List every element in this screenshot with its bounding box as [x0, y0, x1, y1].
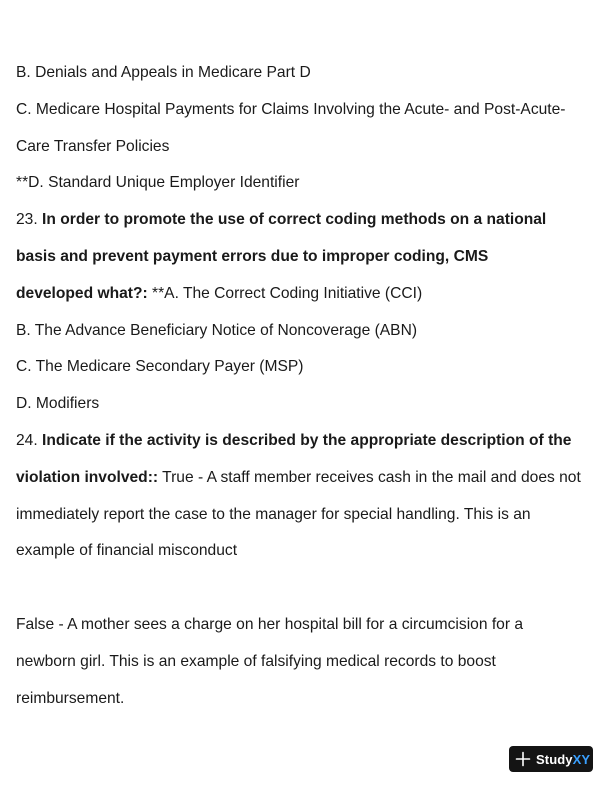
question-23-answer: **A. The Correct Coding Initiative (CCI)	[152, 284, 423, 302]
option-c-line: C. Medicare Hospital Payments for Claims Involving the Acute- and Post-Acute-	[16, 100, 566, 118]
false-statement-line-1: False - A mother sees a charge on her hospital bill for a circumcision for a	[16, 615, 524, 633]
option-d-answer-line: **D. Standard Unique Employer Identifier	[16, 174, 300, 192]
question-23-line-3	[16, 276, 598, 313]
brand-name	[536, 752, 590, 767]
question-24-number: 24.	[16, 431, 38, 449]
question-23-text-end: developed what?:	[16, 284, 148, 302]
blank-line	[16, 570, 598, 607]
studyxy-logo-badge[interactable]	[509, 746, 593, 772]
question-23-line-1	[16, 202, 598, 239]
false-statement-line-3: reimbursement.	[16, 689, 125, 707]
plus-icon	[515, 751, 531, 767]
option-b-line: B. Denials and Appeals in Medicare Part D	[16, 64, 311, 81]
question-23-option-d: D. Modifiers	[16, 395, 100, 413]
question-23-option-b: B. The Advance Beneficiary Notice of Noncoverage (ABN)	[16, 321, 418, 339]
question-24-answer-line-2: immediately report the case to the manager for special handling. This is an	[16, 505, 531, 523]
question-24-text: Indicate if the activity is described by the appropriate description of the	[42, 431, 572, 449]
document-body	[16, 55, 598, 717]
false-statement-line-2: newborn girl. This is an example of falsifying medical records to boost	[16, 652, 496, 670]
brand-accent: XY	[572, 751, 591, 767]
question-23-option-c: C. The Medicare Secondary Payer (MSP)	[16, 358, 304, 376]
question-24-answer-line-3: example of financial misconduct	[16, 542, 238, 560]
question-23-text: In order to promote the use of correct coding methods on a national	[42, 211, 547, 229]
question-23-line-2: basis and prevent payment errors due to improper coding, CMS	[16, 247, 489, 265]
question-23-number: 23.	[16, 211, 38, 229]
question-24-answer: True - A staff member receives cash in the mail and does not	[162, 468, 581, 486]
question-24-text-end: violation involved::	[16, 468, 159, 486]
question-24-line-2	[16, 460, 598, 497]
question-24-line-1	[16, 423, 598, 460]
brand-main: Study	[536, 751, 573, 767]
option-c-line-cont: Care Transfer Policies	[16, 137, 170, 155]
